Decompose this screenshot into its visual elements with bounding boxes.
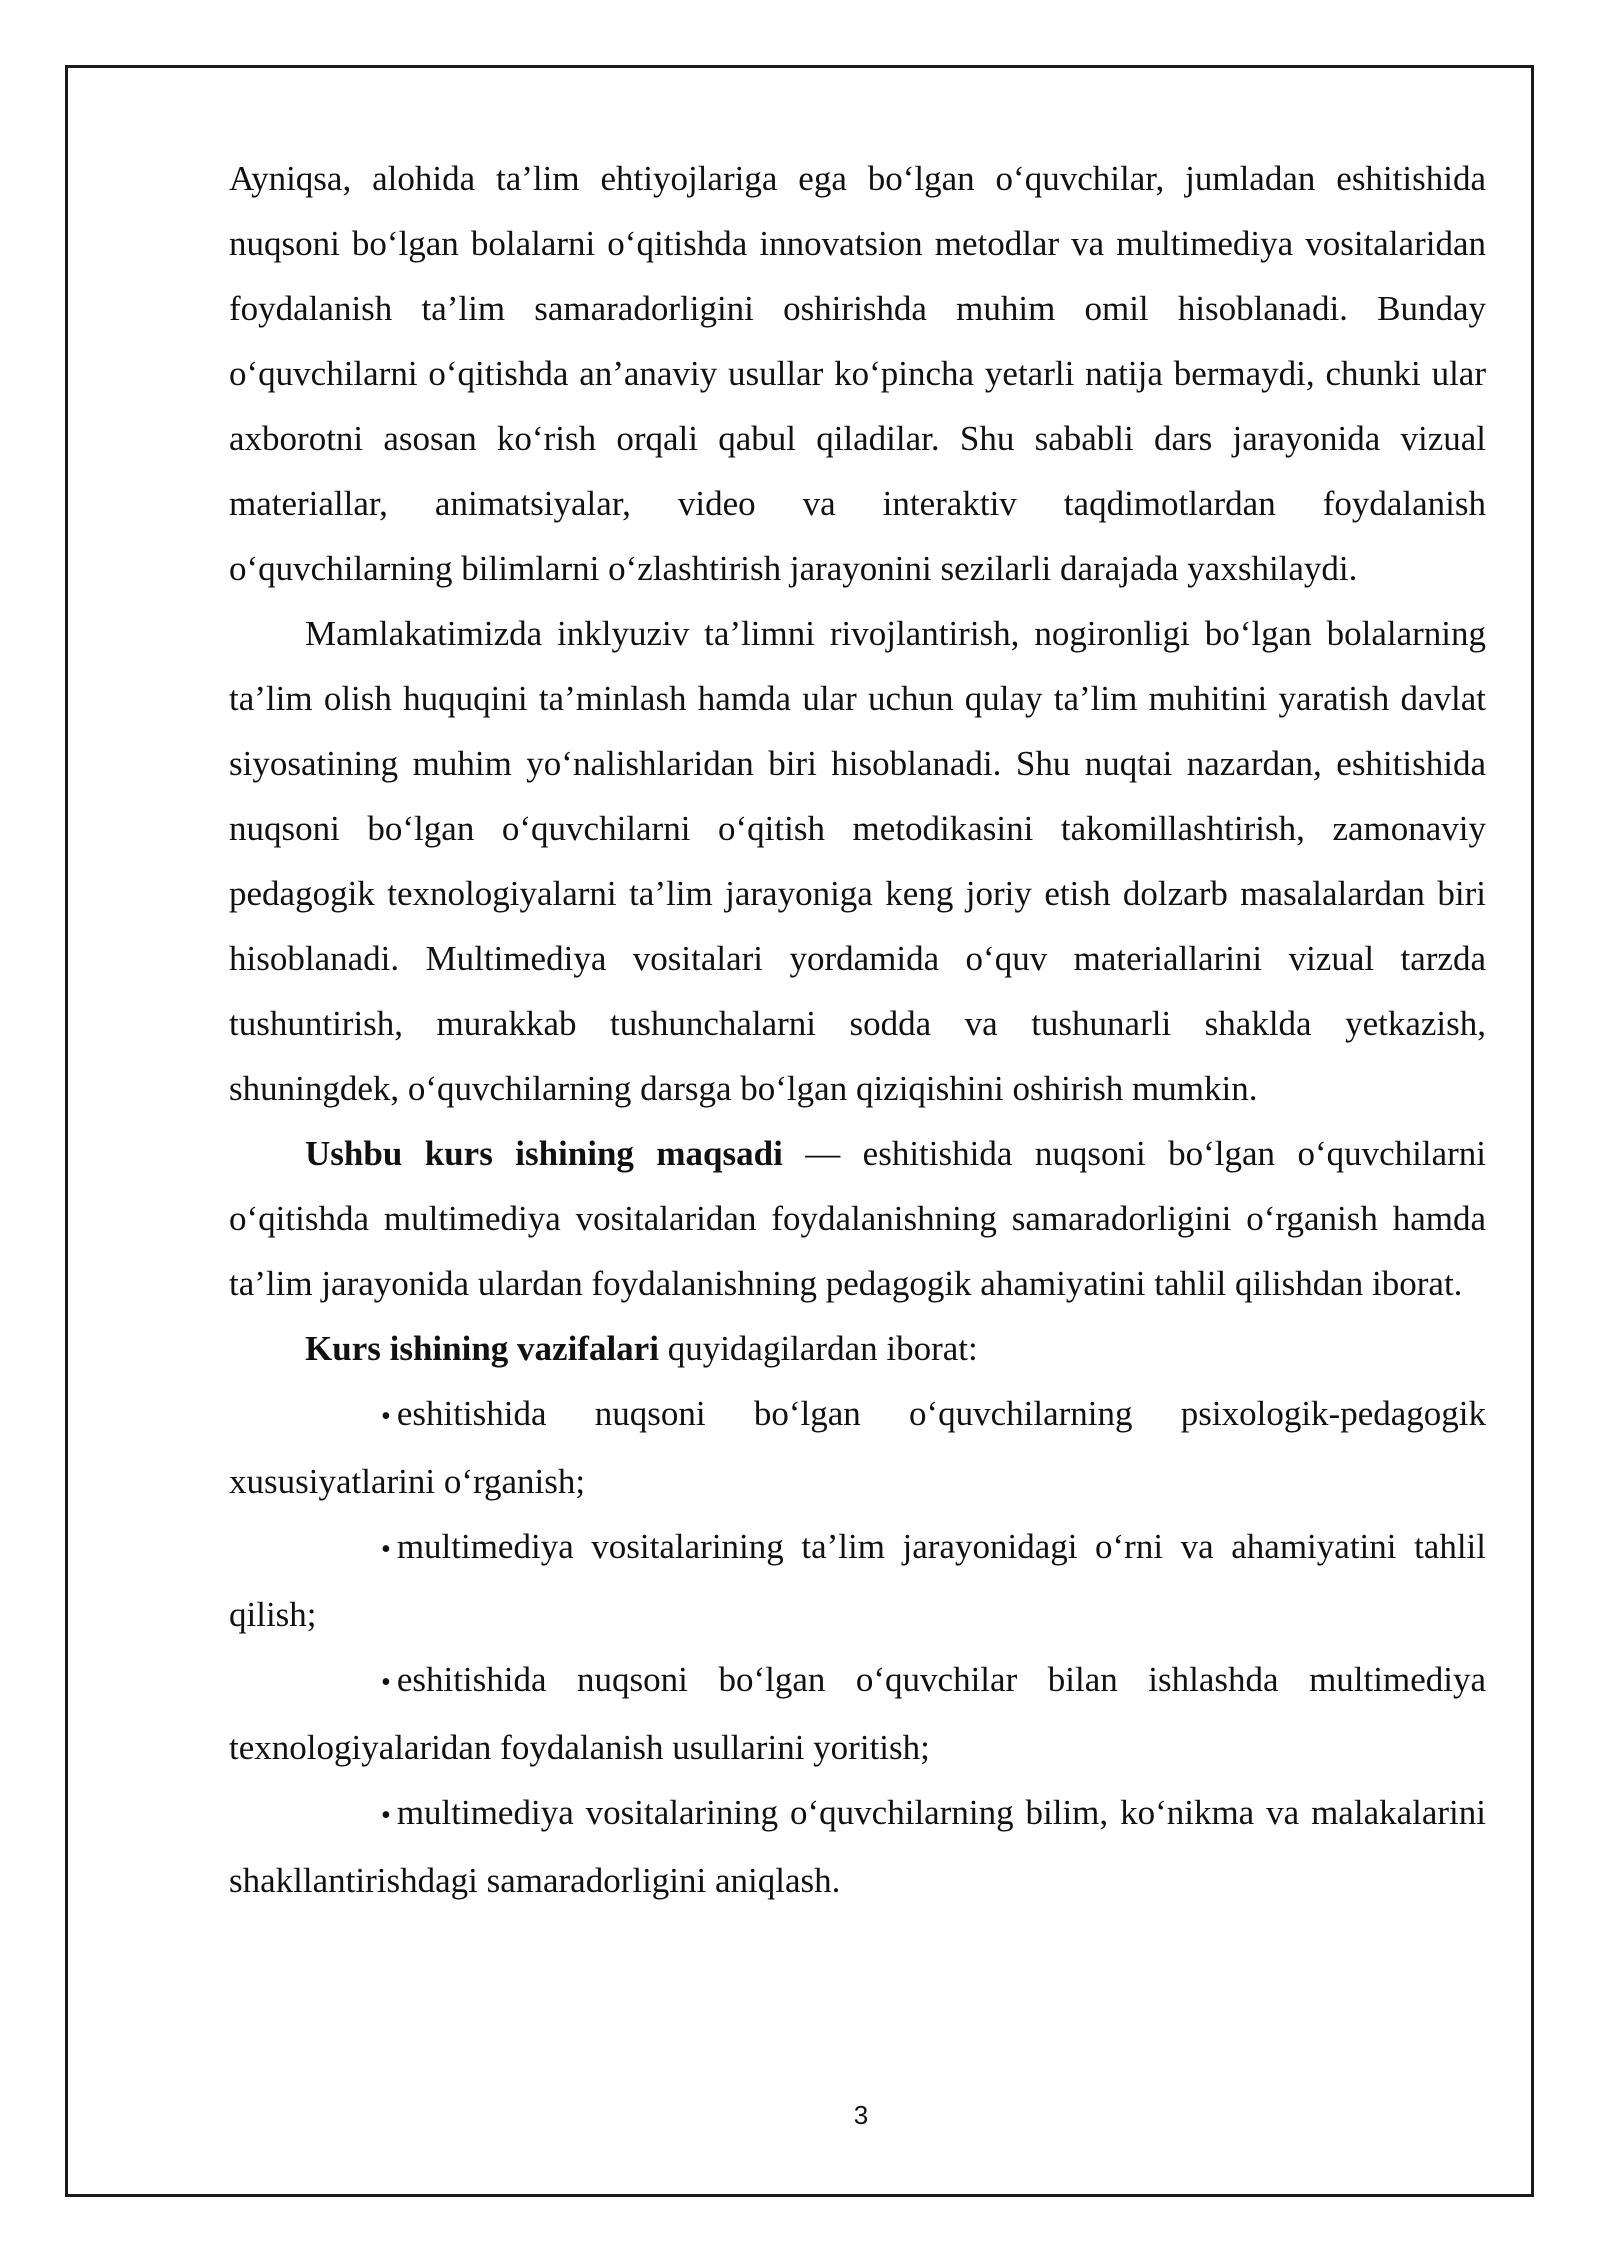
bullet-icon: • (381, 1401, 391, 1432)
list-item (229, 1514, 1486, 1647)
tasks-heading: Kurs ishining vazifalari (305, 1329, 659, 1368)
paragraph-tasks-intro (229, 1316, 1486, 1381)
document-body (229, 146, 1486, 1913)
paragraph-inclusive-education: Mamlakatimizda inklyuziv ta’limni rivojlantirish, nogironligi bo‘lgan bolalarning ta’lim olish huquqini ta’minlash hamda ular uchun qulay ta’lim muhitini yaratish davlat siyosatining muhim yo‘nalishlaridan biri hisoblanadi. Shu nuqtai nazardan, eshitishida nuqsoni bo‘lgan o‘quvchilarni o‘qitish metodikasini takomillashtirish, zamonaviy pedagogik texnologiyalarni ta’lim jarayoniga keng joriy etish dolzarb masalalardan biri hisoblanadi. Multimediya vositalari yordamida o‘quv materiallarini vizual tarzda tushuntirish, murakkab tushunchalarni sodda va tushunarli shaklda yetkazish, shuningdek, o‘quvchilarning darsga bo‘lgan qiziqishini oshirish mumkin. (229, 614, 1486, 1108)
list-item-text: multimediya vositalarining ta’lim jarayonidagi o‘rni va ahamiyatini tahlil qilish; (229, 1527, 1486, 1634)
page-number: 3 (853, 2100, 869, 2130)
paragraph-intro: Ayniqsa, alohida ta’lim ehtiyojlariga ega bo‘lgan o‘quvchilar, jumladan eshitishida nuqsoni bo‘lgan bolalarni o‘qitishda innovatsion metodlar va multimediya vositalaridan foydalanish ta’lim samaradorligini oshirishda muhim omil hisoblanadi. Bunday o‘quvchilarni o‘qitishda an’anaviy usullar ko‘pincha yetarli natija bermaydi, chunki ular axborotni asosan ko‘rish orqali qabul qiladilar. Shu sababli dars jarayonida vizual materiallar, animatsiyalar, video va interaktiv taqdimotlardan foydalanish o‘quvchilarning bilimlarni o‘zlashtirish jarayonini sezilarli darajada yaxshilaydi. (229, 159, 1486, 588)
tasks-intro-text: quyidagilardan iborat: (658, 1329, 978, 1368)
paragraph-goal (229, 1121, 1486, 1316)
list-item (229, 1381, 1486, 1514)
list-item (229, 1780, 1486, 1913)
list-item (229, 1647, 1486, 1780)
list-item-text: multimediya vositalarining o‘quvchilarning bilim, ko‘nikma va malakalarini shakllantirishdagi samaradorligini aniqlash. (229, 1793, 1486, 1900)
bullet-icon: • (381, 1667, 391, 1698)
goal-text: — eshitishida nuqsoni bo‘lgan o‘quvchilarni o‘qitishda multimediya vositalaridan foydalanishning samaradorligini o‘rganish hamda ta’lim jarayonida ulardan foydalanishning pedagogik ahamiyatini tahlil qilishdan iborat. (229, 1134, 1486, 1303)
list-item-text: eshitishida nuqsoni bo‘lgan o‘quvchilar bilan ishlashda multimediya texnologiyalaridan foydalanish usullarini yoritish; (229, 1660, 1486, 1767)
bullet-icon: • (381, 1800, 391, 1831)
bullet-icon: • (381, 1534, 391, 1565)
goal-heading: Ushbu kurs ishining maqsadi (305, 1134, 783, 1173)
list-item-text: eshitishida nuqsoni bo‘lgan o‘quvchilarning psixologik-pedagogik xususiyatlarini o‘rganish; (229, 1394, 1486, 1501)
